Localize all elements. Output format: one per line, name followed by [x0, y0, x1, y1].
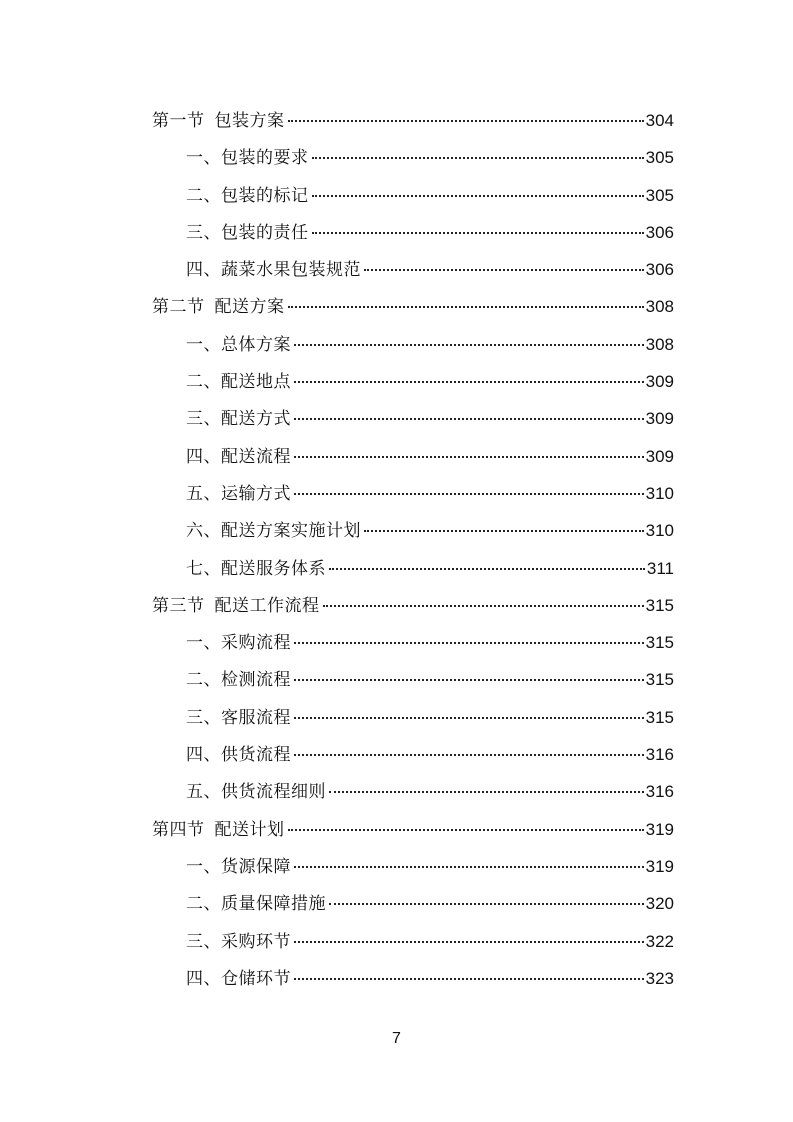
toc-page-number: 319: [645, 819, 674, 839]
toc-entry-title: [152, 588, 320, 625]
dot-leader: [329, 567, 645, 570]
toc-subsection-entry[interactable]: [152, 773, 674, 810]
toc-entry-number: 四、: [186, 745, 221, 766]
toc-entry-text: 采购流程: [221, 633, 291, 654]
toc-subsection-entry[interactable]: [152, 512, 674, 549]
toc-entry-text: 配送方案: [214, 297, 285, 318]
toc-entry-text: 供货流程细则: [221, 782, 326, 803]
toc-page-number: 322: [645, 931, 674, 951]
dot-leader: [364, 268, 644, 271]
toc-entry-title: [186, 401, 291, 438]
dot-leader: [294, 417, 644, 420]
toc-entry-text: 货源保障: [221, 856, 291, 877]
toc-page-number: 309: [645, 372, 674, 392]
dot-leader: [288, 305, 644, 308]
toc-page-number: 304: [645, 111, 674, 130]
toc-entry-text: 配送工作流程: [214, 595, 320, 616]
toc-entry-title: [186, 849, 291, 886]
toc-entry-title: [186, 961, 291, 998]
toc-entry-number: 四、: [186, 260, 221, 281]
toc-subsection-entry[interactable]: [152, 960, 674, 997]
toc-page-number: 315: [645, 670, 674, 690]
dot-leader: [294, 455, 644, 458]
toc-entry-text: 供货流程: [221, 745, 291, 766]
toc-entry-number: 第二节: [152, 297, 205, 318]
toc-entry-number: 一、: [186, 633, 221, 654]
dot-leader: [294, 753, 644, 756]
toc-entry-number: 一、: [186, 334, 221, 355]
toc-entry-text: 总体方案: [221, 334, 291, 355]
toc-subsection-entry[interactable]: [152, 624, 674, 661]
toc-entry-text: 配送地点: [221, 372, 291, 393]
toc-entry-title: [186, 513, 361, 550]
toc-page-number: 306: [645, 222, 674, 242]
toc-page-number: 320: [645, 894, 674, 914]
dot-leader: [294, 641, 644, 644]
toc-entry-title: [186, 700, 291, 737]
toc-entry-number: 四、: [186, 968, 221, 989]
toc-entry-title: [152, 103, 285, 140]
dot-leader: [294, 716, 644, 719]
toc-entry-number: 五、: [186, 782, 221, 803]
dot-leader: [329, 902, 644, 905]
dot-leader: [312, 156, 644, 159]
toc-subsection-entry[interactable]: [152, 363, 674, 400]
toc-entry-text: 配送方案实施计划: [221, 521, 361, 542]
toc-entry-number: 二、: [186, 670, 221, 691]
toc-page-number: 309: [645, 446, 674, 466]
toc-entry-title: [186, 774, 326, 811]
toc-section-entry[interactable]: [152, 587, 674, 624]
toc-entry-number: 三、: [186, 222, 221, 243]
toc-entry-title: [186, 178, 309, 215]
toc-entry-title: [186, 252, 361, 289]
toc-page-number: 311: [646, 558, 674, 578]
toc-entry-text: 检测流程: [221, 670, 291, 691]
toc-subsection-entry[interactable]: [152, 923, 674, 960]
dot-leader: [294, 977, 644, 980]
toc-entry-number: 五、: [186, 483, 221, 504]
dot-leader: [294, 865, 644, 868]
toc-entry-text: 包装的责任: [221, 222, 309, 243]
toc-entry-number: 二、: [186, 185, 221, 206]
toc-page-number: 305: [645, 148, 674, 168]
toc-section-entry[interactable]: [152, 288, 674, 325]
toc-entry-text: 采购环节: [221, 931, 291, 952]
toc-entry-number: 三、: [186, 931, 221, 952]
toc-entry-title: [186, 737, 291, 774]
dot-leader: [288, 828, 644, 831]
toc-entry-text: 运输方式: [221, 483, 291, 504]
toc-entry-number: 四、: [186, 446, 221, 467]
toc-page-number: 316: [645, 782, 674, 802]
toc-entry-number: 三、: [186, 409, 221, 430]
toc-subsection-entry[interactable]: [152, 251, 674, 288]
toc-page-number: 323: [645, 968, 674, 988]
toc-entry-number: 六、: [186, 521, 221, 542]
table-of-contents: [152, 102, 674, 997]
toc-subsection-entry[interactable]: [152, 475, 674, 512]
toc-page-number: 305: [645, 185, 674, 205]
toc-entry-text: 包装的要求: [221, 148, 309, 169]
toc-entry-title: [186, 140, 309, 177]
toc-entry-text: 配送服务体系: [221, 558, 326, 579]
toc-entry-text: 包装的标记: [221, 185, 309, 206]
toc-subsection-entry[interactable]: [152, 661, 674, 698]
toc-page-number: 308: [645, 334, 674, 354]
toc-entry-title: [186, 327, 291, 364]
toc-entry-text: 包装方案: [214, 111, 285, 131]
toc-subsection-entry[interactable]: [152, 550, 674, 587]
toc-entry-text: 客服流程: [221, 707, 291, 728]
toc-page-number: 309: [645, 409, 674, 429]
dot-leader: [294, 380, 644, 383]
toc-entry-number: 一、: [186, 148, 221, 169]
toc-subsection-entry[interactable]: [152, 736, 674, 773]
dot-leader: [294, 492, 644, 495]
toc-subsection-entry[interactable]: [152, 699, 674, 736]
toc-entry-number: 二、: [186, 372, 221, 393]
dot-leader: [288, 119, 644, 122]
toc-entry-title: [186, 886, 326, 923]
toc-entry-text: 配送方式: [221, 409, 291, 430]
toc-entry-title: [186, 625, 291, 662]
toc-page-number: 310: [645, 483, 674, 503]
dot-leader: [312, 231, 644, 234]
dot-leader: [294, 678, 644, 681]
dot-leader: [312, 194, 644, 197]
dot-leader: [323, 604, 644, 607]
toc-page-number: 315: [645, 707, 674, 727]
toc-page-number: 315: [645, 595, 674, 615]
toc-subsection-entry[interactable]: [152, 326, 674, 363]
toc-entry-number: 第三节: [152, 595, 205, 616]
toc-page-number: 319: [645, 856, 674, 876]
toc-entry-title: [186, 439, 291, 476]
toc-page-number: 310: [645, 521, 674, 541]
toc-page-number: 315: [645, 633, 674, 653]
toc-entry-text: 配送流程: [221, 446, 291, 467]
toc-entry-number: 二、: [186, 894, 221, 915]
toc-section-entry[interactable]: [152, 811, 674, 848]
toc-subsection-entry[interactable]: [152, 214, 674, 251]
toc-subsection-entry[interactable]: [152, 885, 674, 922]
toc-entry-title: [186, 364, 291, 401]
toc-subsection-entry[interactable]: [152, 400, 674, 437]
toc-entry-number: 七、: [186, 558, 221, 579]
toc-page-number: 308: [645, 297, 674, 317]
toc-page-number: 316: [645, 745, 674, 765]
toc-entry-text: 仓储环节: [221, 968, 291, 989]
toc-page-number: 306: [645, 260, 674, 280]
toc-subsection-entry[interactable]: [152, 848, 674, 885]
toc-section-entry[interactable]: [152, 102, 674, 139]
toc-entry-number: 第四节: [152, 819, 205, 840]
toc-entry-title: [186, 215, 309, 252]
page-number: 7: [392, 1030, 401, 1047]
toc-entry-title: [152, 289, 285, 326]
toc-entry-text: 配送计划: [214, 819, 285, 840]
toc-entry-number: 三、: [186, 707, 221, 728]
toc-entry-number: 第一节: [152, 111, 205, 131]
dot-leader: [364, 529, 644, 532]
toc-entry-number: 一、: [186, 856, 221, 877]
toc-entry-title: [186, 476, 291, 513]
toc-subsection-entry[interactable]: [152, 139, 674, 176]
toc-entry-title: [186, 924, 291, 961]
toc-subsection-entry[interactable]: [152, 177, 674, 214]
toc-entry-title: [186, 662, 291, 699]
toc-entry-text: 质量保障措施: [221, 894, 326, 915]
dot-leader: [294, 343, 644, 346]
toc-entry-title: [186, 551, 326, 588]
toc-entry-title: [152, 812, 285, 849]
toc-entry-text: 蔬菜水果包装规范: [221, 260, 361, 281]
dot-leader: [294, 940, 644, 943]
toc-subsection-entry[interactable]: [152, 438, 674, 475]
dot-leader: [329, 790, 644, 793]
